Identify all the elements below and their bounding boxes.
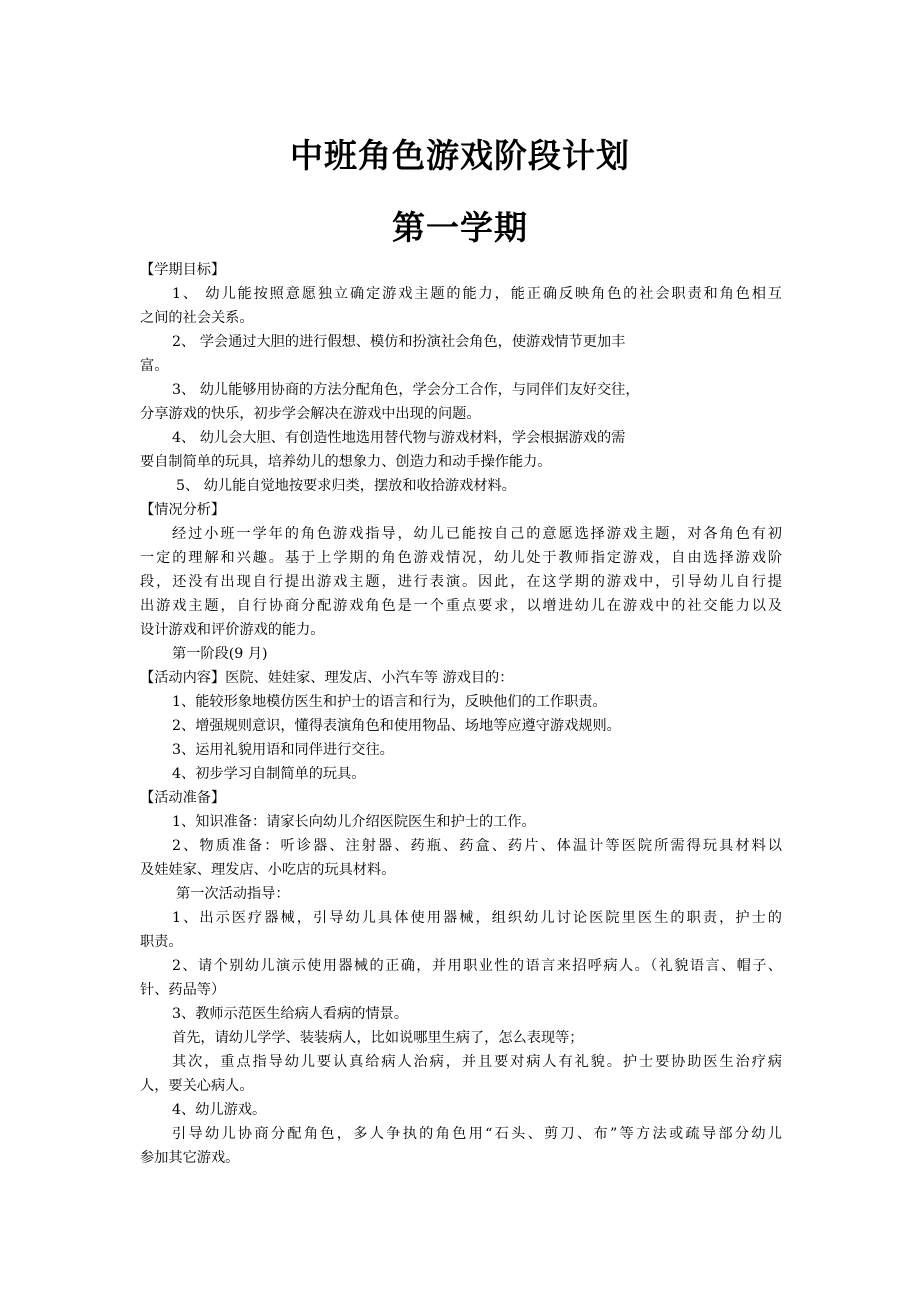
guidance-step-2-cont: 针、药品等）: [140, 982, 226, 998]
document-subtitle: 第一学期: [392, 208, 528, 247]
prep-materials: 2、物质准备：听诊器、注射器、药瓶、药盒、药片、体温计等医院所需得玩具材料以: [172, 838, 782, 854]
guidance-second-cont: 人，要关心病人。: [140, 1078, 254, 1094]
guidance-step-2: 2、请个别幼儿演示使用器械的正确，并用职业性的语言来招呼病人。（礼貌语言、帽子、: [172, 958, 782, 974]
game-goal-1: 1、能较形象地模仿医生和护士的语言和行为，反映他们的工作职责。: [172, 694, 607, 710]
game-goal-4: 4、初步学习自制简单的玩具。: [172, 766, 366, 782]
guidance-step-4: 4、幼儿游戏。: [172, 1102, 267, 1118]
goal-3-cont: 分享游戏的快乐，初步学会解决在游戏中出现的问题。: [140, 406, 481, 422]
prep-knowledge: 1、知识准备：请家长向幼儿介绍医院医生和护士的工作。: [172, 814, 536, 830]
guidance-roles: 引导幼儿协商分配角色，多人争执的角色用“石头、剪刀、布”等方法或疏导部分幼儿: [172, 1126, 782, 1142]
goal-4-line: 4、 幼儿会大胆、有创造性地选用替代物与游戏材料，学会根据游戏的需: [172, 430, 626, 446]
heading-semester-goals: 【学期目标】: [140, 262, 226, 278]
goal-2-line: 2、 学会通过大胆的进行假想、模仿和扮演社会角色，使游戏情节更加丰: [172, 334, 626, 350]
goal-5-line: 5、 幼儿能自觉地按要求归类，摆放和收拾游戏材料。: [176, 478, 516, 494]
guidance-step-1: 1、出示医疗器械，引导幼儿具体使用器械，组织幼儿讨论医院里医生的职责，护士的: [172, 910, 782, 926]
first-guidance-heading: 第一次活动指导：: [176, 886, 290, 902]
stage-one-heading: 第一阶段(9 月): [172, 646, 268, 662]
analysis-line: 出游戏主题，自行协商分配游戏角色是一个重点要求，以增进幼儿在游戏中的社交能力以及: [140, 598, 782, 614]
analysis-line: 经过小班一学年的角色游戏指导，幼儿已能按自己的意愿选择游戏主题，对各角色有初: [172, 526, 782, 542]
heading-situation-analysis: 【情况分析】: [140, 502, 226, 518]
activity-content: 【活动内容】医院、娃娃家、理发店、小汽车等 游戏目的：: [140, 670, 514, 686]
guidance-second: 其次，重点指导幼儿要认真给病人治病，并且要对病人有礼貌。护士要协助医生治疗病: [172, 1054, 782, 1070]
goal-3-line: 3、 幼儿能够用协商的方法分配角色，学会分工合作，与同伴们友好交往，: [172, 382, 640, 398]
heading-activity-prep: 【活动准备】: [140, 790, 226, 806]
game-goal-2: 2、增强规则意识，懂得表演角色和使用物品、场地等应遵守游戏规则。: [172, 718, 621, 734]
goal-2-cont: 富。: [140, 358, 169, 374]
goal-4-cont: 要自制简单的玩具，培养幼儿的想象力、创造力和动手操作能力。: [140, 454, 552, 470]
goal-1-line: 1、 幼儿能按照意愿独立确定游戏主题的能力，能正确反映角色的社会职责和角色相互: [172, 286, 782, 302]
analysis-line: 设计游戏和评价游戏的能力。: [140, 622, 325, 638]
analysis-line: 段，还没有出现自行提出游戏主题，进行表演。因此，在这学期的游戏中，引导幼儿自行提: [140, 574, 782, 590]
analysis-line: 一定的理解和兴趣。基于上学期的角色游戏情况，幼儿处于教师指定游戏，自由选择游戏阶: [140, 550, 782, 566]
prep-materials-cont: 及娃娃家、理发店、小吃店的玩具材料。: [140, 862, 396, 878]
guidance-step-3: 3、教师示范医生给病人看病的情景。: [172, 1006, 409, 1022]
goal-1-cont: 之间的社会关系。: [140, 310, 254, 326]
guidance-first: 首先，请幼儿学学、装装病人，比如说哪里生病了，怎么表现等；: [172, 1030, 584, 1046]
document-title: 中班角色游戏阶段计划: [290, 136, 630, 175]
game-goal-3: 3、运用礼貌用语和同伴进行交往。: [172, 742, 394, 758]
guidance-roles-cont: 参加其它游戏。: [140, 1150, 240, 1166]
guidance-step-1-cont: 职责。: [140, 934, 183, 950]
